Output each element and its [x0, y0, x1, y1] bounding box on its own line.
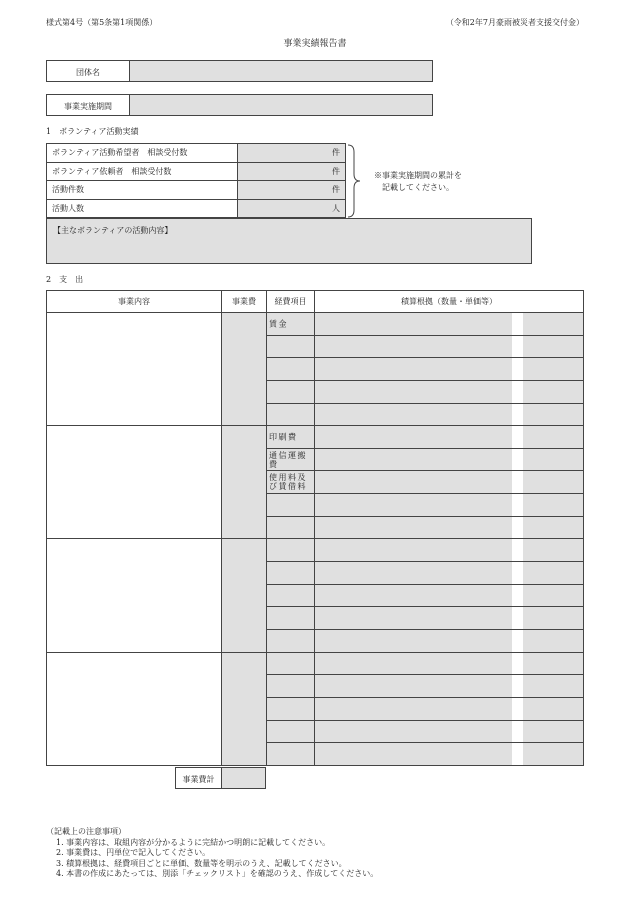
note-item: 1. 事業内容は、取組内容が分かるように完結かつ明朗に記載してください。: [56, 837, 331, 847]
divider: [512, 336, 523, 358]
basis-field[interactable]: [315, 607, 584, 630]
activity-row: [47, 199, 346, 218]
expense-item-field[interactable]: [267, 335, 315, 358]
business-cost-field[interactable]: [222, 426, 267, 539]
expense-item-field[interactable]: [267, 584, 315, 607]
divider: [512, 449, 523, 471]
divider: [512, 698, 523, 720]
expense-item-cell: [267, 426, 315, 449]
activity-value-field[interactable]: [238, 144, 346, 163]
basis-field[interactable]: [315, 697, 584, 720]
activity-label: 活動件数: [47, 181, 238, 200]
divider: [512, 721, 523, 743]
unit-label: 件: [332, 148, 340, 158]
divider: [512, 585, 523, 607]
program-name: （令和2年7月豪雨被災者支援交付金）: [445, 18, 584, 27]
note-item: 3. 積算根拠は、経費項目ごとに単価、数量等を明示のうえ、記載してください。: [56, 858, 347, 868]
expense-item-field[interactable]: [267, 494, 315, 517]
basis-field[interactable]: [315, 629, 584, 652]
expense-item-field[interactable]: [267, 743, 315, 766]
basis-field[interactable]: [315, 313, 584, 336]
org-name-field[interactable]: [129, 60, 433, 82]
page-title: 事業実績報告書: [283, 39, 347, 49]
divider: [512, 607, 523, 629]
business-cost-field[interactable]: [222, 539, 267, 652]
business-content-field[interactable]: [47, 539, 222, 652]
divider: [512, 313, 523, 335]
business-content-field[interactable]: [47, 652, 222, 765]
activity-row: [47, 162, 346, 181]
col-header-item: 経費項目: [267, 291, 315, 313]
activity-label: ボランティア依頼者 相談受付数: [47, 162, 238, 181]
cumulative-note: ※事業実施期間の累計を 記載してください。: [374, 171, 462, 192]
divider: [512, 653, 523, 675]
expense-item-cell: [267, 471, 315, 494]
form-number: 様式第4号（第5条第1項関係）: [46, 18, 158, 27]
notes-title: （記載上の注意事項）: [46, 827, 126, 836]
period-field[interactable]: [129, 94, 433, 116]
activity-value-field[interactable]: [238, 162, 346, 181]
divider: [512, 517, 523, 539]
expense-row: [47, 313, 584, 336]
activity-content-label: 【主なボランティアの活動内容】: [53, 226, 173, 235]
basis-field[interactable]: [315, 652, 584, 675]
expense-item-label: 賃金: [269, 319, 288, 329]
activity-table: [46, 143, 346, 218]
unit-label: 件: [332, 185, 340, 195]
activity-row: [47, 181, 346, 200]
expense-item-cell: [267, 448, 315, 471]
expense-item-field[interactable]: [267, 539, 315, 562]
col-header-cost: 事業費: [222, 291, 267, 313]
expense-item-field[interactable]: [267, 675, 315, 698]
basis-field[interactable]: [315, 380, 584, 403]
org-name-label: 団体名: [76, 68, 100, 77]
note-item: 4. 本書の作成にあたっては、別添「チェックリスト」を確認のうえ、作成してください。: [56, 869, 379, 878]
expense-item-field[interactable]: [267, 516, 315, 539]
activity-content-field[interactable]: [46, 218, 532, 264]
unit-label: 人: [332, 203, 340, 213]
basis-field[interactable]: [315, 448, 584, 471]
notes-block: [46, 827, 378, 880]
expense-row: [47, 652, 584, 675]
expense-item-field[interactable]: [267, 358, 315, 381]
business-content-field[interactable]: [47, 313, 222, 426]
section1-heading: 1 ボランティア活動実績: [46, 127, 139, 136]
expense-item-field[interactable]: [267, 629, 315, 652]
col-header-basis: 積算根拠（数量・単価等）: [315, 291, 584, 313]
divider: [512, 562, 523, 584]
expense-item-field[interactable]: [267, 403, 315, 426]
expense-item-field[interactable]: [267, 652, 315, 675]
basis-field[interactable]: [315, 539, 584, 562]
basis-field[interactable]: [315, 562, 584, 585]
divider: [512, 630, 523, 652]
business-content-field[interactable]: [47, 426, 222, 539]
expense-item-label: 印刷費: [269, 432, 298, 442]
expense-item-field[interactable]: [267, 697, 315, 720]
basis-field[interactable]: [315, 426, 584, 449]
activity-row: [47, 144, 346, 163]
basis-field[interactable]: [315, 494, 584, 517]
unit-label: 件: [332, 166, 340, 176]
period-label-cell: [46, 94, 130, 116]
period-label: 事業実施期間: [64, 102, 112, 111]
activity-label: ボランティア活動希望者 相談受付数: [47, 144, 238, 163]
expense-row: [47, 426, 584, 449]
divider: [512, 539, 523, 561]
activity-label: 活動人数: [47, 199, 238, 218]
business-cost-field[interactable]: [222, 652, 267, 765]
expense-table: [46, 290, 584, 766]
basis-field[interactable]: [315, 516, 584, 539]
section2-heading: 2 支 出: [46, 275, 84, 284]
expense-item-label: 通信運搬費: [269, 450, 307, 469]
divider: [512, 471, 523, 493]
note-item: 2. 事業費は、円単位で記入してください。: [56, 848, 211, 857]
basis-field[interactable]: [315, 335, 584, 358]
divider: [512, 675, 523, 697]
basis-field[interactable]: [315, 358, 584, 381]
total-label: 事業費計: [182, 775, 215, 784]
col-header-content: 事業内容: [47, 291, 222, 313]
activity-value-field[interactable]: [238, 199, 346, 218]
expense-item-field[interactable]: [267, 607, 315, 630]
business-cost-field[interactable]: [222, 313, 267, 426]
basis-field[interactable]: [315, 720, 584, 743]
expense-header-row: [47, 291, 584, 313]
total-label-cell: [175, 767, 222, 789]
expense-row: [47, 539, 584, 562]
basis-field[interactable]: [315, 743, 584, 766]
basis-field[interactable]: [315, 471, 584, 494]
total-cost-field[interactable]: [221, 767, 266, 789]
divider: [512, 381, 523, 403]
expense-item-field[interactable]: [267, 720, 315, 743]
divider: [512, 426, 523, 448]
expense-item-cell: [267, 313, 315, 336]
divider: [512, 494, 523, 516]
divider: [512, 404, 523, 426]
org-name-label-cell: [46, 60, 130, 82]
divider: [512, 743, 523, 765]
right-brace-icon: [347, 144, 361, 218]
basis-field[interactable]: [315, 675, 584, 698]
expense-item-field[interactable]: [267, 380, 315, 403]
basis-field[interactable]: [315, 584, 584, 607]
activity-value-field[interactable]: [238, 181, 346, 200]
basis-field[interactable]: [315, 403, 584, 426]
divider: [512, 358, 523, 380]
expense-item-field[interactable]: [267, 562, 315, 585]
expense-item-label: 使用料及び賃借料: [269, 473, 307, 492]
